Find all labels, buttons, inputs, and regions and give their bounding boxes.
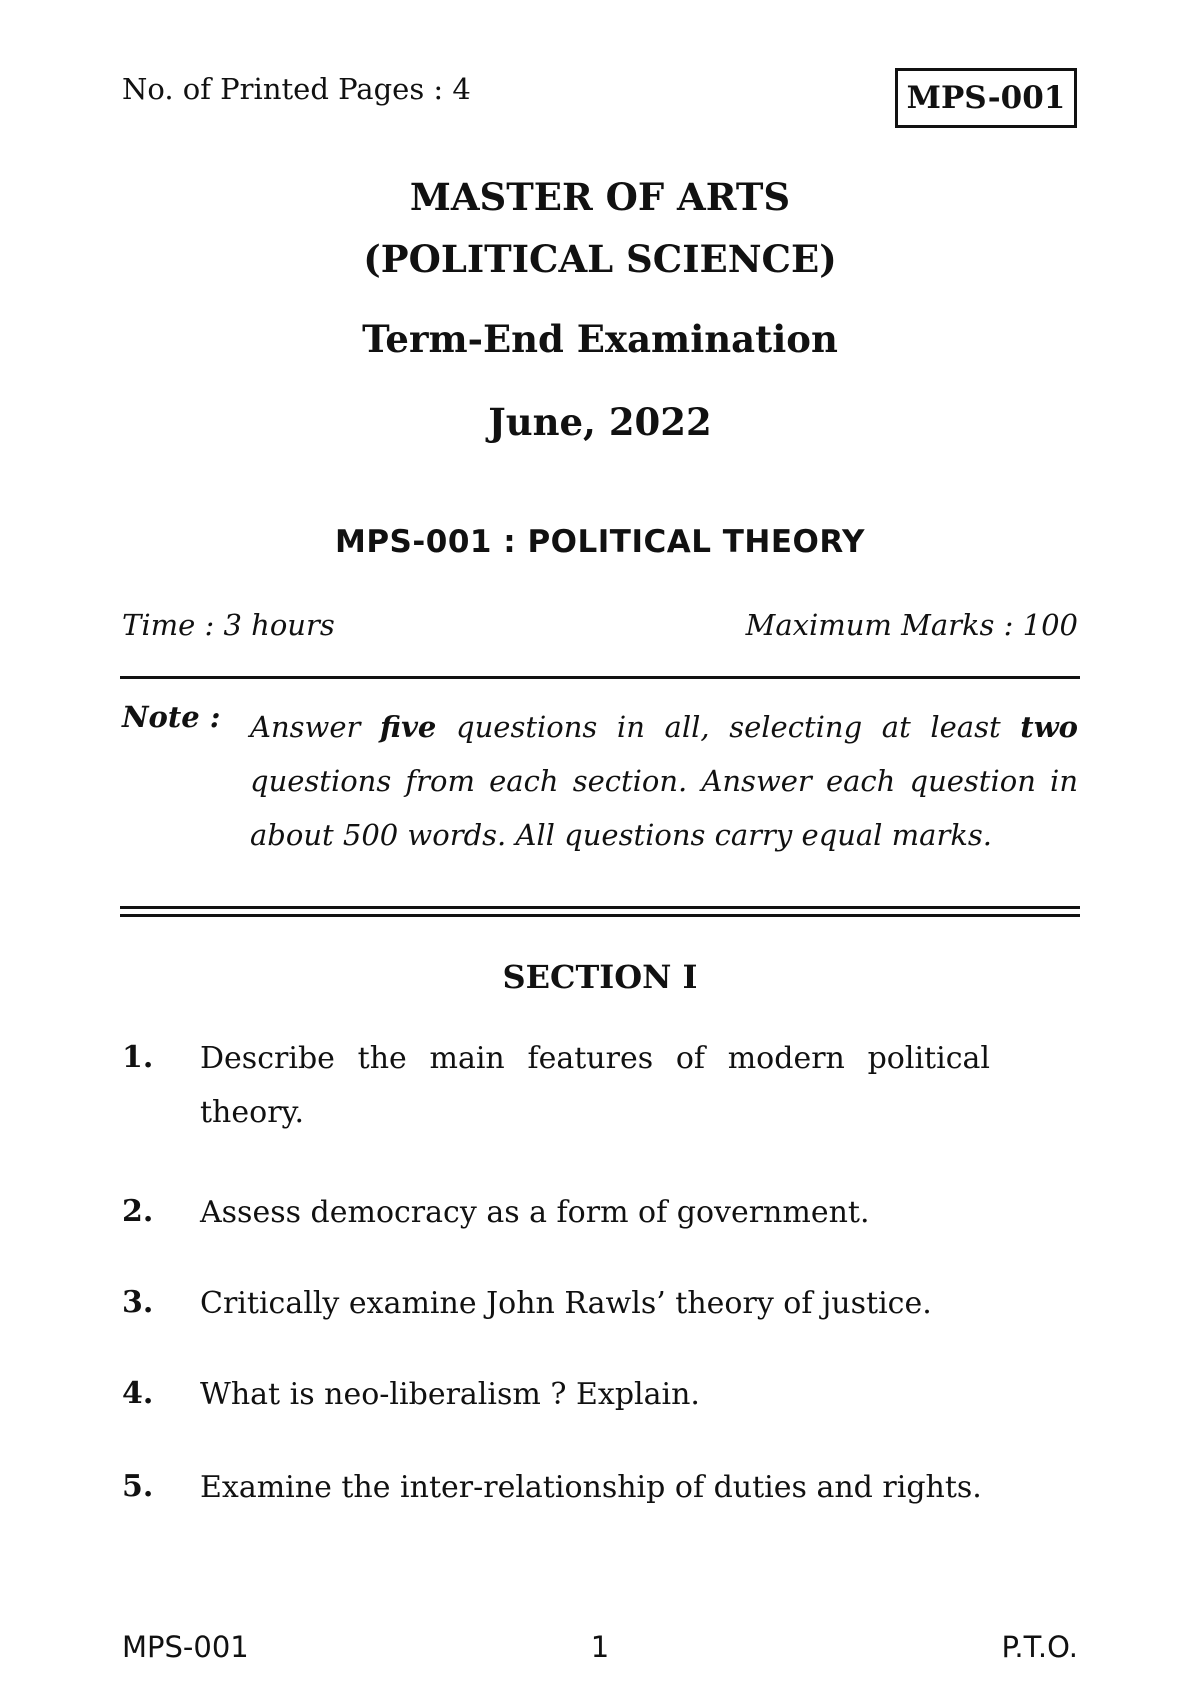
discipline-title: (POLITICAL SCIENCE) — [363, 237, 837, 281]
question-number: 2. — [122, 1194, 154, 1229]
note-text-part: questions in all, selecting at least — [436, 710, 1021, 744]
question-number: 5. — [122, 1469, 154, 1504]
question-text: Critically examine John Rawls’ theory of justice. — [200, 1286, 932, 1321]
double-rule-lower — [120, 914, 1080, 917]
maximum-marks: Maximum Marks : 100 — [745, 608, 1078, 642]
question-number: 1. — [122, 1040, 154, 1075]
note-text-part: questions from each section. Answer each question in about 500 words. All questions carry equal marks. — [250, 764, 1078, 852]
footer-page-number: 1 — [590, 1630, 610, 1664]
note-emphasis-two: two — [1020, 710, 1078, 744]
note-label: Note : — [122, 700, 221, 734]
note-text-part: Answer — [250, 710, 380, 744]
question-number: 4. — [122, 1376, 154, 1411]
note-text — [250, 700, 1078, 862]
exam-name: Term-End Examination — [362, 317, 838, 361]
note-emphasis-five: five — [380, 710, 437, 744]
question-text: Assess democracy as a form of government. — [200, 1195, 870, 1230]
paper-code: MPS-001 — [906, 80, 1066, 116]
divider-rule — [120, 676, 1080, 679]
question-text: Examine the inter-relationship of duties and rights. — [200, 1470, 982, 1505]
section-heading: SECTION I — [502, 958, 698, 996]
paper-code-box — [895, 68, 1077, 128]
course-title: MPS-001 : POLITICAL THEORY — [334, 524, 866, 560]
exam-date: June, 2022 — [488, 400, 712, 444]
question-number: 3. — [122, 1285, 154, 1320]
exam-time: Time : 3 hours — [122, 608, 335, 642]
double-rule-upper — [120, 906, 1080, 909]
footer-pto: P.T.O. — [1001, 1630, 1078, 1664]
question-text: Describe the main features of modern political theory. — [200, 1041, 990, 1130]
question-text: What is neo-liberalism ? Explain. — [200, 1377, 700, 1412]
footer-paper-code: MPS-001 — [122, 1630, 249, 1664]
degree-title: MASTER OF ARTS — [409, 175, 791, 219]
printed-pages-count: No. of Printed Pages : 4 — [122, 72, 471, 106]
